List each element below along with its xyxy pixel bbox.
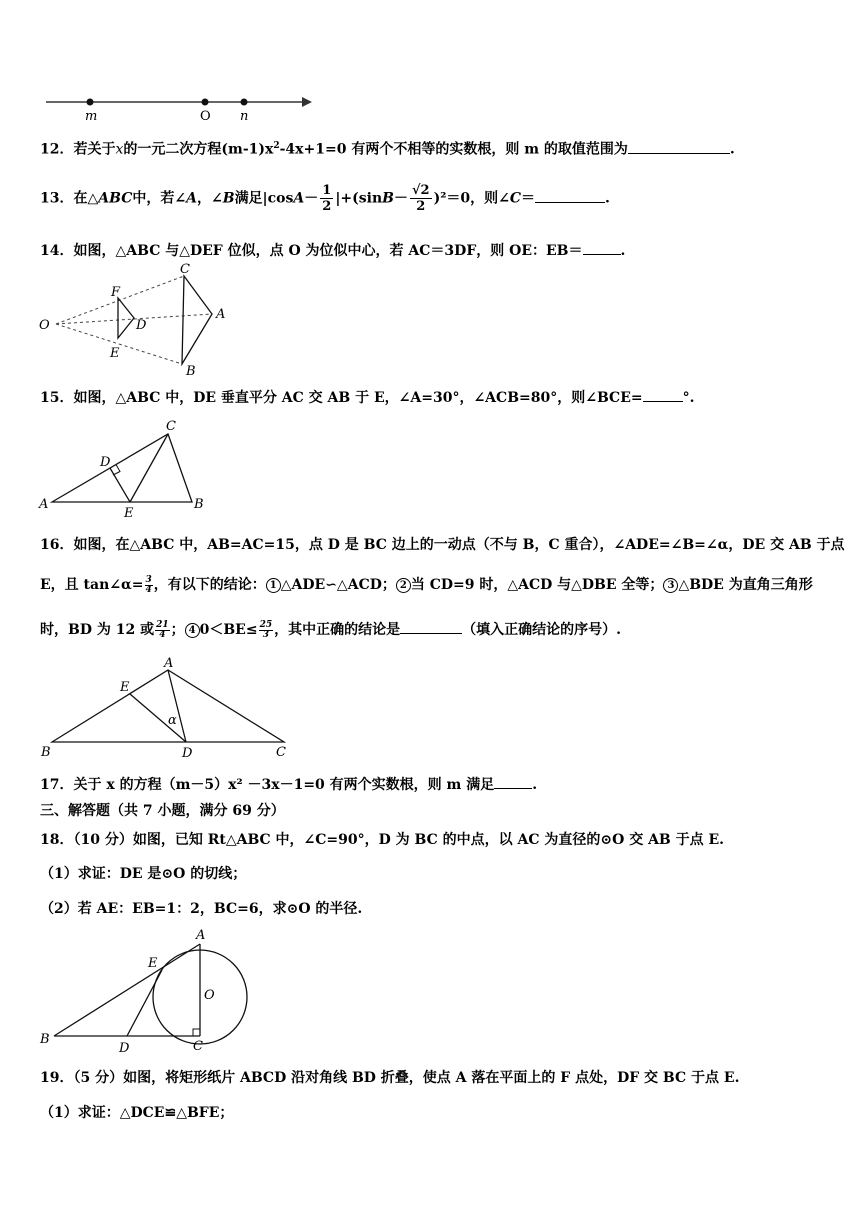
label-B: B xyxy=(40,1032,50,1047)
label-D: D xyxy=(136,318,147,333)
answer-blank-17[interactable] xyxy=(494,774,532,789)
label-C: C xyxy=(276,745,286,760)
label-D: D xyxy=(100,455,111,470)
fraction-one-half: $\frac{1}{2}$ xyxy=(322,183,332,214)
label-alpha: α xyxy=(168,713,177,728)
question-14: 14．如图，△ABC 与△DEF 位似，点 O 为位似中心，若 AC＝3DF，则 OE：EB＝ . xyxy=(40,240,625,261)
label-A: A xyxy=(164,656,174,671)
label-O: O xyxy=(39,318,50,333)
similar-triangles-figure xyxy=(36,262,236,380)
question-16-line3: 时，BD 为 12 或 $\frac{21}{4}$ ； 4 0＜BE≤ $\frac{25}{3}$ ，其中正确的结论是 （填入正确结论的序号）. xyxy=(40,619,621,640)
answer-blank-12[interactable] xyxy=(628,139,730,154)
label-B: B xyxy=(186,364,196,379)
question-17: 17．关于 x 的方程（m－5）x² －3x－1=0 有两个实数根，则 m 满足 . xyxy=(40,774,537,795)
answer-blank-16[interactable] xyxy=(400,619,462,634)
question-19: 19．（5 分）如图，将矩形纸片 ABCD 沿对角线 BD 折叠，使点 A 落在平面上的 F 点处，DF 交 BC 于点 E. xyxy=(40,1070,740,1086)
label-A: A xyxy=(196,928,206,943)
question-18-part1: （1）求证：DE 是⊙O 的切线； xyxy=(40,866,247,882)
question-16-line1: 16．如图，在△ABC 中，AB=AC=15，点 D 是 BC 边上的一动点（不与 B，C 重合），∠ADE=∠B=∠α，DE 交 AB 于点 xyxy=(40,537,845,553)
label-A: A xyxy=(39,497,49,512)
question-16-line2: E，且 tan∠α= $\frac{3}{4}$ ，有以下的结论： 1 △ADE∽△ACD； 2 当 CD=9 时，△ACD 与△DBE 全等； 3 △BDE 为直角三角形 xyxy=(40,574,813,595)
label-o: O xyxy=(200,109,211,124)
circle-tangent-figure xyxy=(36,926,256,1054)
triangle-perpendicular-bisector-figure xyxy=(36,416,216,520)
question-19-part1: （1）求证：△DCE≌△BFE； xyxy=(40,1105,234,1121)
label-A: A xyxy=(216,307,226,322)
circled-2: 2 xyxy=(396,578,411,593)
number-line-figure xyxy=(40,88,320,122)
answer-blank-14[interactable] xyxy=(583,240,621,255)
label-E: E xyxy=(120,680,130,695)
fraction-25-3: $\frac{25}{3}$ xyxy=(259,619,273,640)
isosceles-triangle-figure xyxy=(36,656,298,762)
fraction-root2-over-2: $\frac{√2}{2}$ xyxy=(412,183,430,214)
section-heading: 三、解答题（共 7 小题，满分 69 分） xyxy=(40,803,285,819)
label-C: C xyxy=(166,419,176,434)
point-origin xyxy=(202,99,209,106)
question-12: 12．若关于x的一元二次方程$(m-1)x^2-4x+1=0$ 有两个不相等的实数根，则 m 的取值范围为 . xyxy=(40,136,735,160)
circled-3: 3 xyxy=(663,578,678,593)
point-n xyxy=(241,99,248,106)
label-m: m xyxy=(85,109,98,124)
question-13: 13．在△ABC中，若∠A，∠B满足|cosA－ $\frac{1}{2}$ |+(sinB－ $\frac{√2}{2}$ )²＝0，则∠C＝ . xyxy=(40,183,610,214)
label-B: B xyxy=(194,497,204,512)
point-m xyxy=(87,99,94,106)
fraction-21-4: $\frac{21}{4}$ xyxy=(156,619,169,640)
circled-1: 1 xyxy=(266,578,281,593)
label-D: D xyxy=(119,1041,130,1056)
label-D: D xyxy=(182,746,193,761)
label-C: C xyxy=(193,1039,203,1054)
label-E: E xyxy=(124,506,134,521)
answer-blank-15[interactable] xyxy=(643,387,683,402)
question-18: 18．（10 分）如图，已知 Rt△ABC 中，∠C=90°，D 为 BC 的中点，以 AC 为直径的⊙O 交 AB 于点 E. xyxy=(40,832,725,848)
label-E: E xyxy=(110,346,120,361)
label-F: F xyxy=(111,285,121,300)
question-18-part2: （2）若 AE：EB=1：2，BC=6，求⊙O 的半径. xyxy=(40,901,363,917)
answer-blank-13[interactable] xyxy=(535,188,605,203)
label-B: B xyxy=(41,745,51,760)
label-O: O xyxy=(204,988,215,1003)
fraction-3-4: $\frac{3}{4}$ xyxy=(145,574,152,595)
label-n: n xyxy=(240,109,249,124)
circled-4: 4 xyxy=(185,623,200,638)
question-15: 15．如图，△ABC 中，DE 垂直平分 AC 交 AB 于 E，∠A=30°，∠ACB=80°，则∠BCE= °. xyxy=(40,387,694,408)
label-E: E xyxy=(148,956,158,971)
label-C: C xyxy=(180,262,190,277)
